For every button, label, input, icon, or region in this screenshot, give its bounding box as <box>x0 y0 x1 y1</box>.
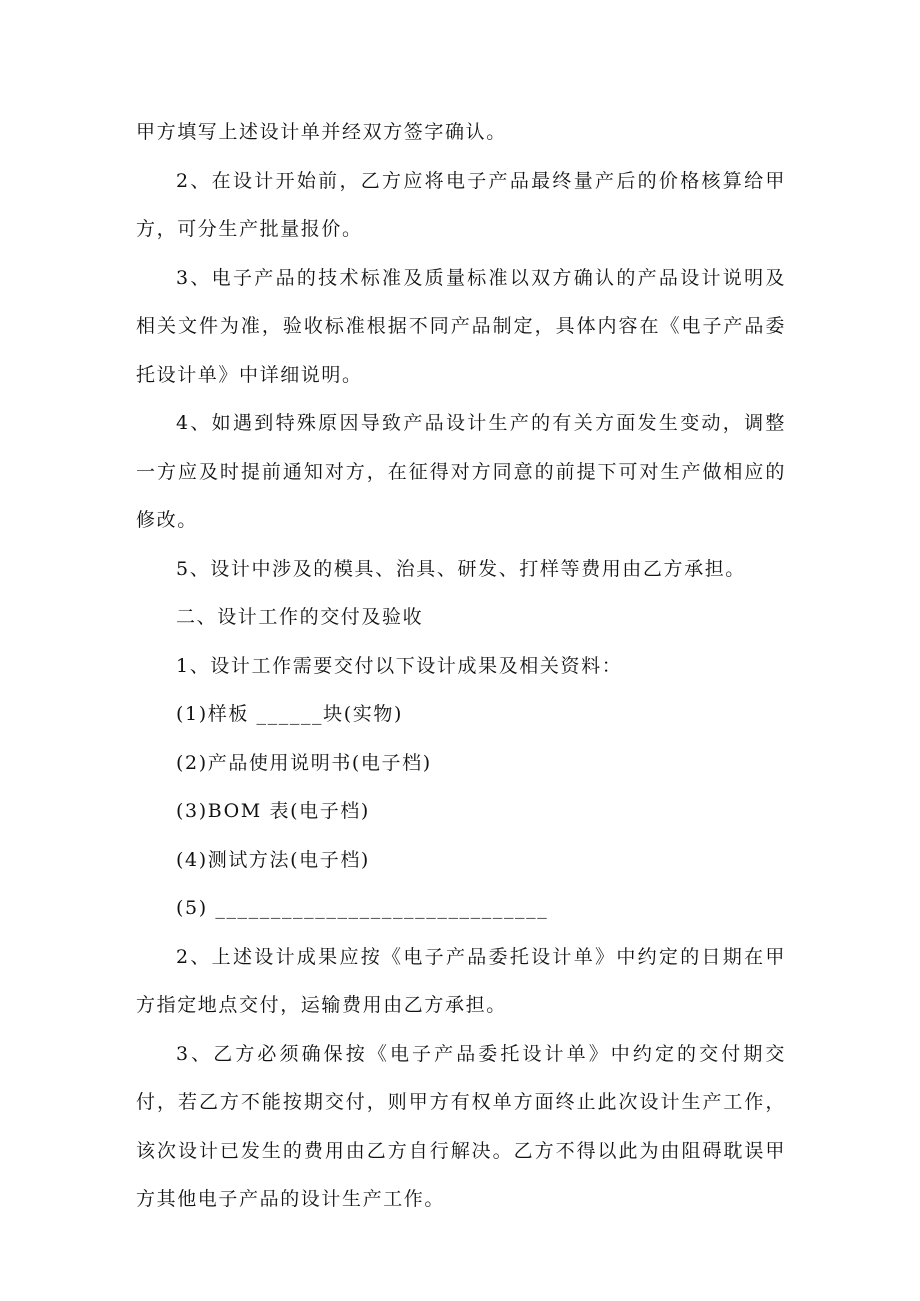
list-item-sample-board: (1)样板 ______块(实物) <box>176 703 403 725</box>
list-item-bom: (3)BOM 表(电子档) <box>176 800 370 822</box>
list-item-blank: (5) ______________________________ <box>176 897 549 919</box>
document-body <box>136 108 786 1224</box>
paragraph-delivery-item-2: 2、上述设计成果应按《电子产品委托设计单》中约定的日期在甲方指定地点交付，运输费用由乙方承担。 <box>136 945 786 1016</box>
paragraph-item-4-changes: 4、如遇到特殊原因导致产品设计生产的有关方面发生变动，调整一方应及时提前通知对方，在征得对方同意的前提下可对生产做相应的修改。 <box>136 412 786 531</box>
paragraph-confirmation: 甲方填写上述设计单并经双方签字确认。 <box>136 121 507 143</box>
paragraph-item-2-pricing: 2、在设计开始前，乙方应将电子产品最终量产后的价格核算给甲方，可分生产批量报价。 <box>136 169 786 240</box>
list-item-user-manual: (2)产品使用说明书(电子档) <box>176 751 432 774</box>
section-heading-delivery: 二、设计工作的交付及验收 <box>176 606 424 628</box>
paragraph-delivery-item-3: 3、乙方必须确保按《电子产品委托设计单》中约定的交付期交付，若乙方不能按期交付，则甲方有权单方面终止此次设计生产工作，该次设计已发生的费用由乙方自行解决。乙方不得以此为由阻碍耽误甲方其他电子产品的设计生产工作。 <box>136 1042 786 1210</box>
paragraph-item-5-costs: 5、设计中涉及的模具、治具、研发、打样等费用由乙方承担。 <box>176 557 746 580</box>
paragraph-item-3-standards: 3、电子产品的技术标准及质量标准以双方确认的产品设计说明及相关文件为准，验收标准根据不同产品制定，具体内容在《电子产品委托设计单》中详细说明。 <box>136 266 786 386</box>
paragraph-delivery-item-1: 1、设计工作需要交付以下设计成果及相关资料： <box>176 654 623 677</box>
list-item-test-method: (4)测试方法(电子档) <box>176 848 370 871</box>
